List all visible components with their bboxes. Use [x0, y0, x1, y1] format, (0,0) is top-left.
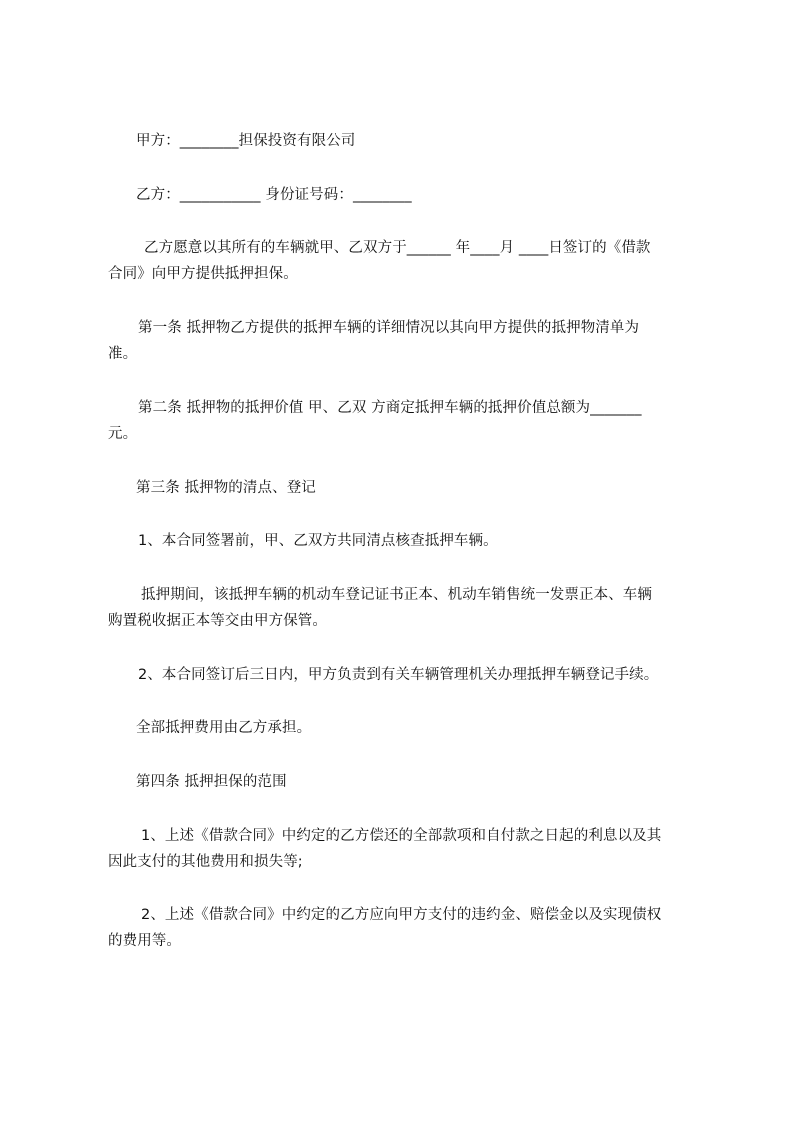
intro-line-1: 乙方愿意以其所有的车辆就甲、乙双方于______ 年____月 ____日签订的《借款 — [144, 240, 651, 256]
article-3-custody-line-1: 抵押期间，该抵押车辆的机动车登记证书正本、机动车销售统一发票正本、车辆 — [141, 587, 652, 603]
intro-line-2: 合同》向甲方提供抵押担保。 — [108, 266, 298, 282]
article-3-heading: 第三条 抵押物的清点、登记 — [136, 480, 316, 496]
party-b-line: 乙方：___________ 身份证号码：________ — [136, 187, 412, 203]
article-1-line-2: 准。 — [108, 346, 138, 362]
article-2-line-2: 元。 — [108, 426, 138, 442]
article-2-line-1: 第二条 抵押物的抵押价值 甲、乙双 方商定抵押车辆的抵押价值总额为_______ — [138, 400, 642, 416]
article-4-item-2-line-1: 2、上述《借款合同》中约定的乙方应向甲方支付的违约金、赔偿金以及实现债权 — [141, 907, 662, 923]
party-a-line: 甲方：________担保投资有限公司 — [136, 133, 356, 149]
article-4-item-1-line-2: 因此支付的其他费用和损失等; — [108, 854, 303, 870]
article-3-fees: 全部抵押费用由乙方承担。 — [136, 720, 312, 736]
article-4-heading: 第四条 抵押担保的范围 — [136, 774, 287, 790]
article-3-item-1: 1、本合同签署前，甲、乙双方共同清点核查抵押车辆。 — [138, 533, 498, 549]
article-3-custody-line-2: 购置税收据正本等交由甲方保管。 — [108, 613, 327, 629]
article-4-item-2-line-2: 的费用等。 — [108, 933, 181, 949]
article-3-item-2: 2、本合同签订后三日内，甲方负责到有关车辆管理机关办理抵押车辆登记手续。 — [138, 667, 659, 683]
article-1-line-1: 第一条 抵押物乙方提供的抵押车辆的详细情况以其向甲方提供的抵押物清单为 — [138, 320, 640, 336]
article-4-item-1-line-1: 1、上述《借款合同》中约定的乙方偿还的全部款项和自付款之日起的利息以及其 — [141, 828, 662, 844]
